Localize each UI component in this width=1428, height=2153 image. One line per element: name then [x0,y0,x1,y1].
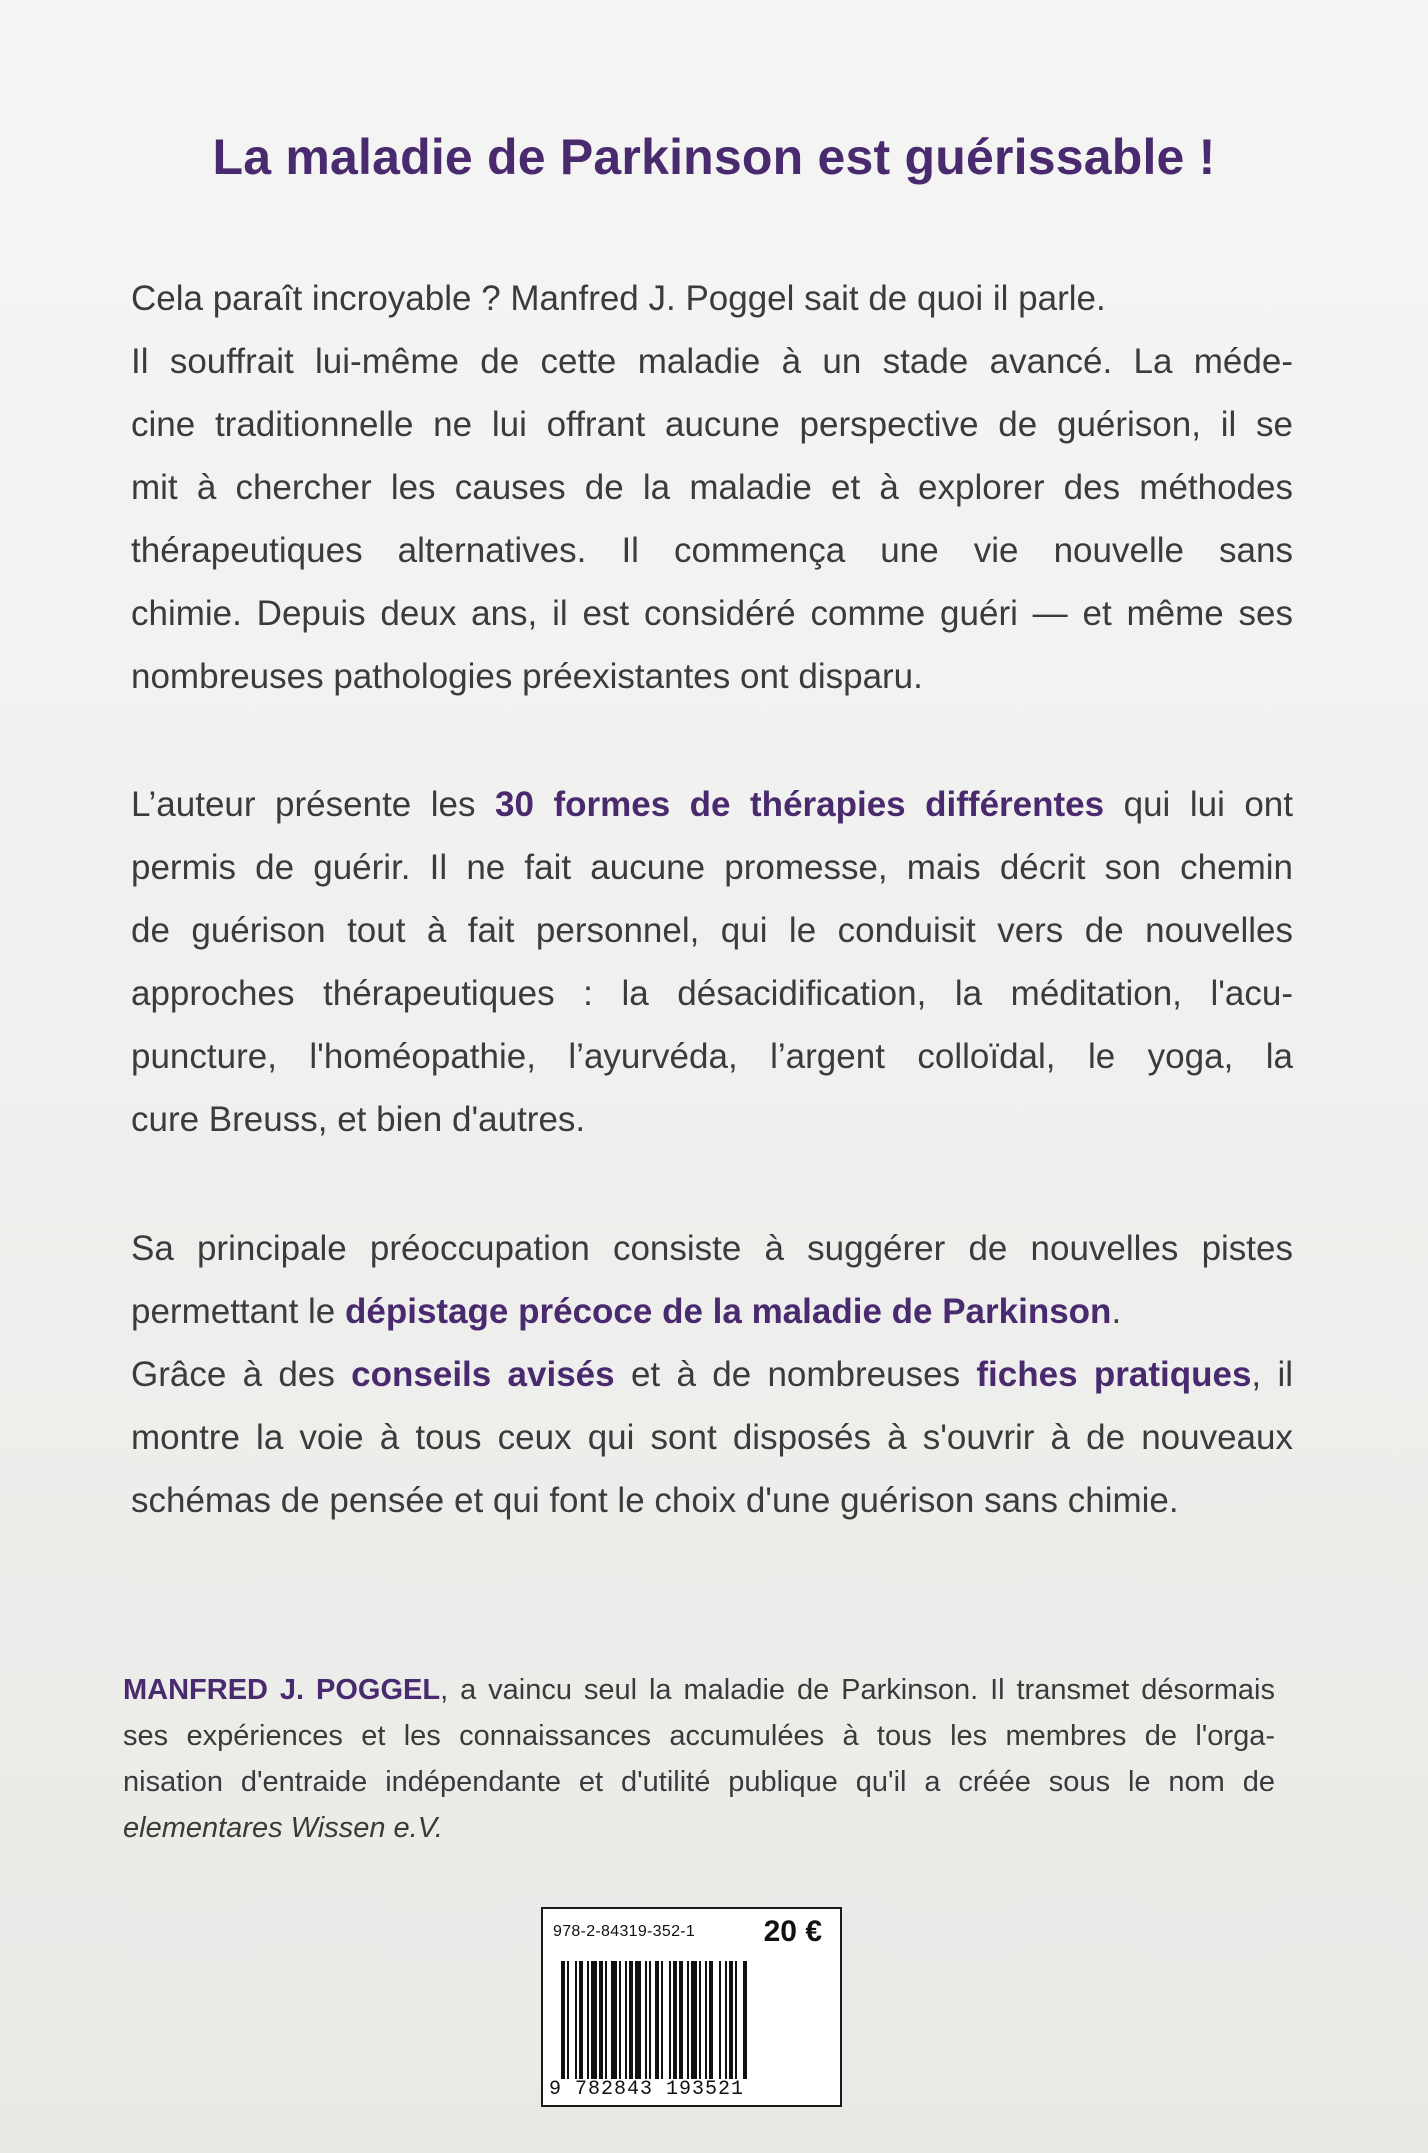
text-fragment: Grâce à des [131,1355,335,1394]
text-line: Il souffrait lui-même de cette maladie à un stade avancé. La méde- [131,342,1293,381]
text-fragment: . [1111,1292,1122,1331]
barcode-bar [567,1961,569,2079]
barcode-bar [709,1961,713,2079]
barcode-bar [719,1961,721,2079]
text-line: thérapeutiques alternatives. Il commença une vie nouvelle sans [131,531,1293,570]
barcode-bar [587,1961,589,2079]
barcode-bar [611,1961,617,2079]
text-fragment: permettant le [131,1292,336,1331]
barcode-bar [649,1961,651,2079]
barcode-bar [679,1961,683,2079]
barcode-bar [599,1961,603,2079]
barcode-bar [579,1961,583,2079]
barcode-bar [691,1961,697,2079]
barcode-digits: 9 782843 193521 [549,2078,745,2101]
barcode-bar [699,1961,701,2079]
text-line: schémas de pensée et qui font le choix d'une guérison sans chimie. [131,1481,1179,1520]
text-fragment: , il [1251,1355,1294,1394]
text-line [131,773,1293,836]
barcode-bar [661,1961,663,2079]
text-line: de guérison tout à fait personnel, qui le conduisit vers de nouvelles [131,911,1293,950]
barcode-bar [743,1961,747,2079]
highlight-practical-sheets: fiches pratiques [976,1355,1252,1394]
text-line [131,1280,1293,1343]
text-line: mit à chercher les causes de la maladie et à explorer des méthodes [131,468,1293,507]
barcode-label [541,1907,842,2107]
barcode-bar [735,1961,737,2079]
barcode-bar [687,1961,689,2079]
barcode-bar [729,1961,733,2079]
text-fragment: qui lui ont [1123,785,1293,824]
text-line: nombreuses pathologies préexistantes ont disparu. [131,657,923,696]
barcode-bar [645,1961,647,2079]
barcode-bar [705,1961,707,2079]
text-line: puncture, l'homéopathie, l’ayurvéda, l’argent colloïdal, le yoga, la [131,1037,1293,1076]
cover-title: La maladie de Parkinson est guérissable ! [212,129,1216,185]
text-line [123,1805,1275,1851]
price-tag: 20 € [763,1915,822,1948]
highlight-advice: conseils avisés [351,1355,615,1394]
text-line: permis de guérir. Il ne fait aucune promesse, mais décrit son chemin [131,848,1293,887]
text-line [131,1343,1293,1406]
text-line: chimie. Depuis deux ans, il est considéré comme guéri — et même ses [131,594,1293,633]
text-fragment: L’auteur présente les [131,785,476,824]
association-name: elementares Wissen e.V. [123,1812,443,1844]
intro-paragraph [131,267,1293,708]
highlight-therapies: 30 formes de thérapies différentes [495,785,1105,824]
barcode-bar [635,1961,641,2079]
author-name: MANFRED J. POGGEL [123,1674,441,1706]
text-line: ses expériences et les connaissances accumulées à tous les membres de l'orga- [123,1720,1275,1752]
barcode-bar [629,1961,633,2079]
text-line: Sa principale préoccupation consiste à suggérer de nouvelles pistes [131,1229,1293,1268]
barcode-bar [605,1961,607,2079]
barcode-bar [591,1961,597,2079]
text-line: cure Breuss, et bien d'autres. [131,1100,586,1139]
text-line: Cela paraît incroyable ? Manfred J. Poggel sait de quoi il parle. [131,279,1106,318]
isbn-number: 978-2-84319-352-1 [553,1923,696,1940]
text-line: nisation d'entraide indépendante et d'utilité publique qu'il a créée sous le nom de [123,1766,1275,1798]
text-fragment: , a vaincu seul la maladie de Parkinson. Il transmet désormais [440,1674,1275,1706]
barcode-bar [619,1961,621,2079]
highlight-early-detection: dépistage précoce de la maladie de Parkinson [345,1292,1112,1331]
text-line: approches thérapeutiques : la désacidification, la méditation, l'acu- [131,974,1293,1013]
text-line [123,1667,1275,1713]
barcode-bar [725,1961,727,2079]
barcode-bar [575,1961,577,2079]
barcode-bar [625,1961,627,2079]
barcode-bar [673,1961,677,2079]
therapies-paragraph [131,773,1293,1151]
barcode-bar [561,1961,565,2079]
author-bio [123,1667,1275,1851]
barcode-bar [669,1961,671,2079]
text-line: montre la voie à tous ceux qui sont disposés à s'ouvrir à de nouveaux [131,1418,1293,1457]
text-line: cine traditionnelle ne lui offrant aucune perspective de guérison, il se [131,405,1293,444]
barcode-icon [561,1961,823,2079]
text-fragment: et à de nombreuses [630,1355,961,1394]
barcode-bar [655,1961,659,2079]
purpose-paragraph [131,1217,1293,1532]
